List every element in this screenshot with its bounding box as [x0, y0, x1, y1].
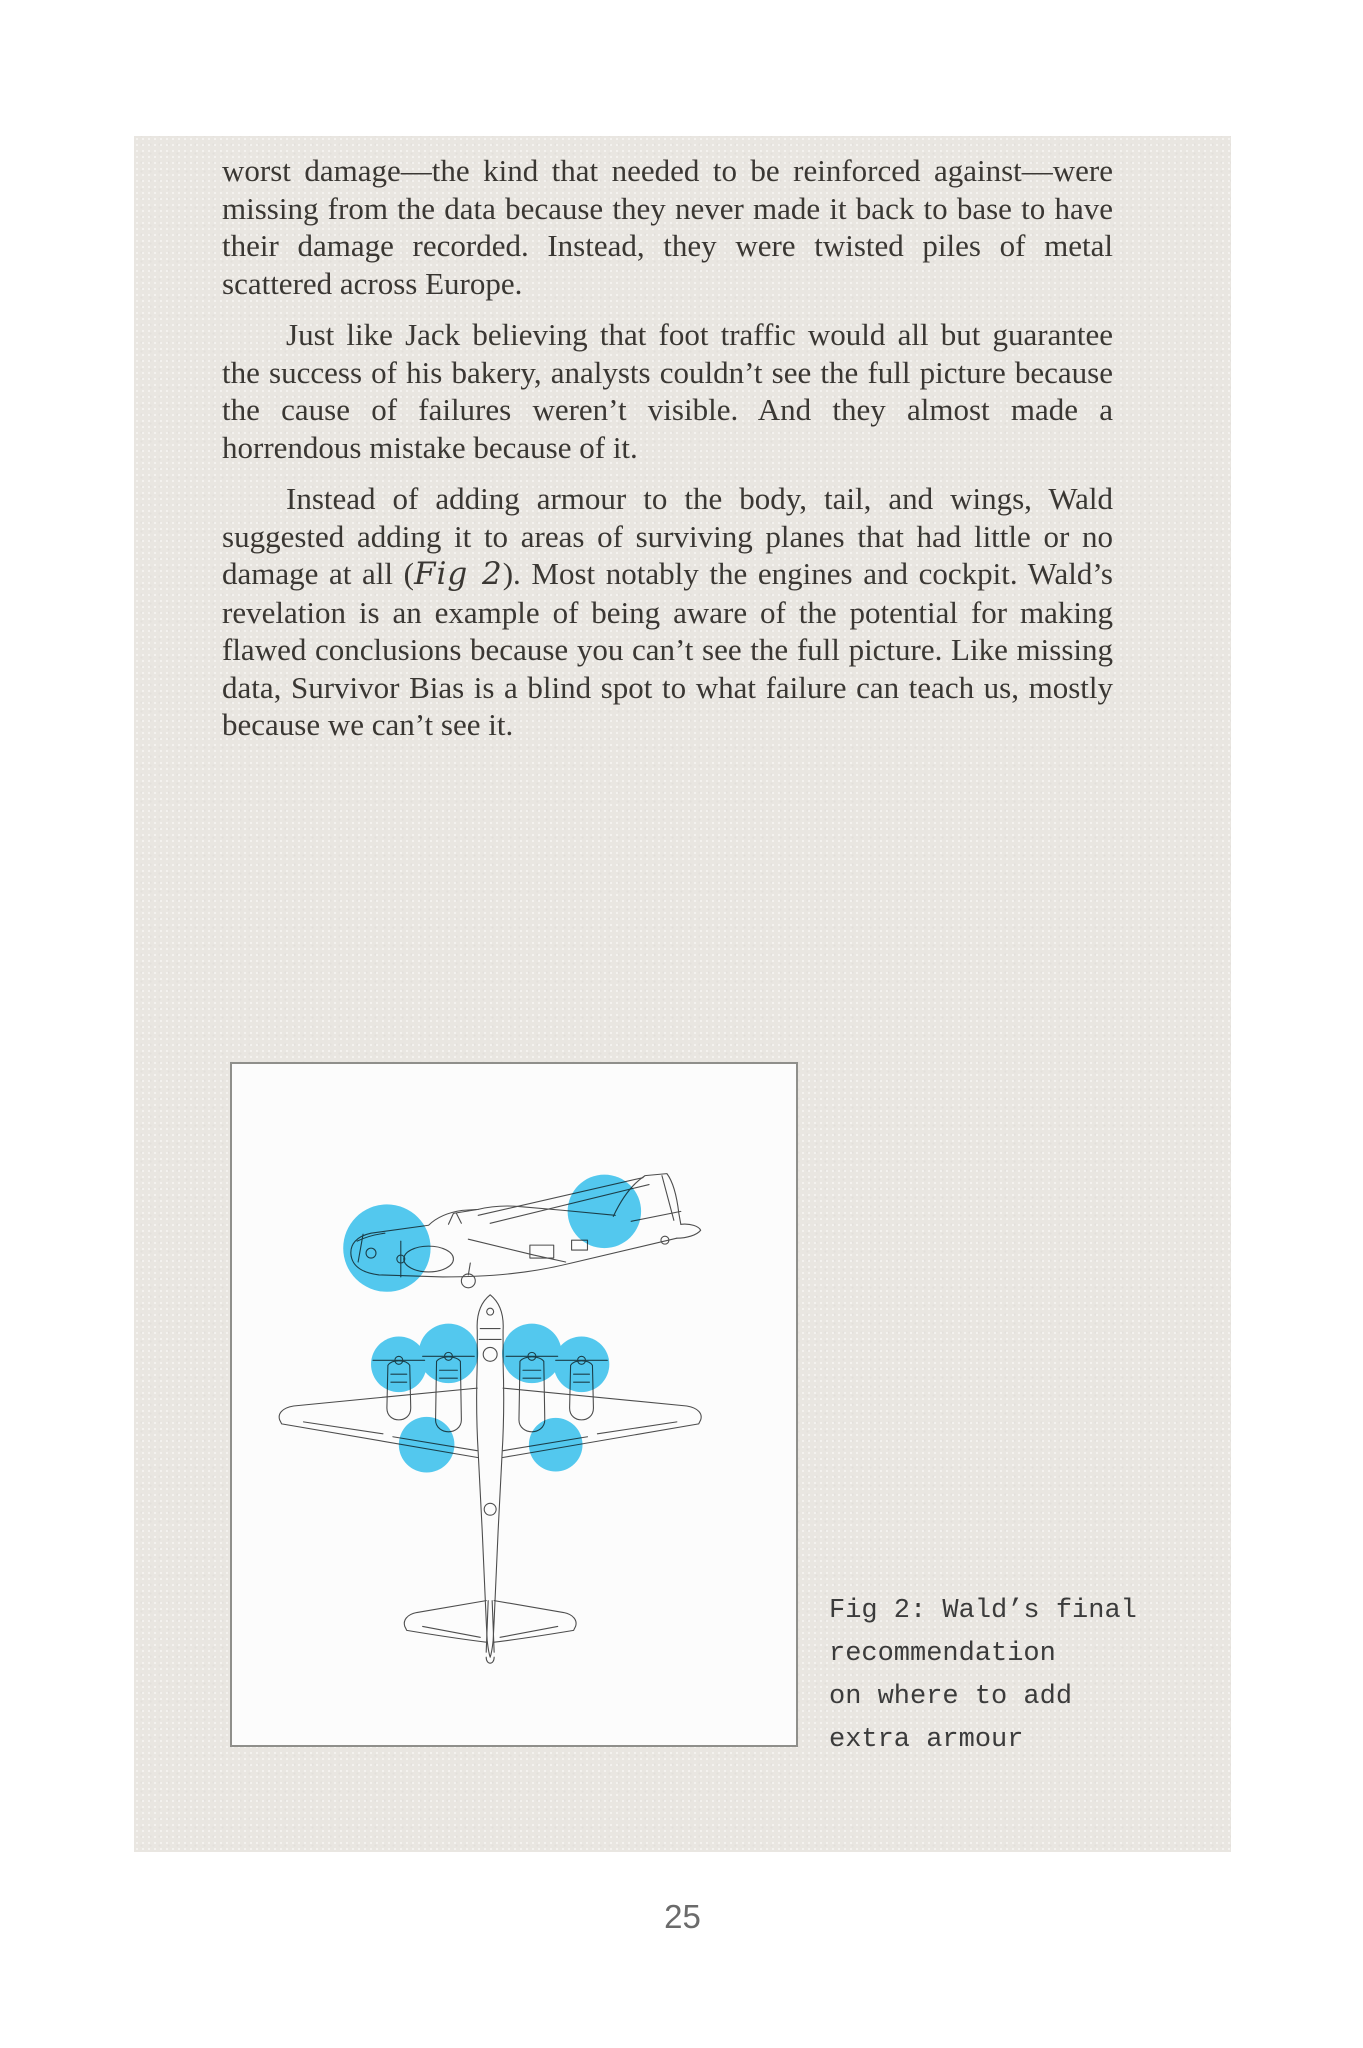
figure-2-image	[230, 1062, 798, 1747]
caption-line: recommendation	[829, 1639, 1056, 1669]
book-page	[134, 136, 1231, 1852]
airplane-diagram	[232, 1064, 796, 1745]
highlight-wing-root-left	[399, 1417, 455, 1473]
highlight-nose-side	[343, 1204, 430, 1291]
paragraph-1: worst damage—the kind that needed to be reinforced against—were missing from the data because they never made it back to base to have their damage recorded. Instead, they were twisted piles of metal scattered across Europe.	[222, 153, 1113, 301]
body-text	[222, 152, 1113, 758]
paragraph-3-text-after: ). Most notably the engines and cockpit. Wald’s revelation is an example of being aware of the potential for making flawed conclusions because you can’t see the full picture. Like missing data, Survivor Bias is a blind spot to what failure can teach us, mostly because we can’t see it.	[222, 556, 1113, 742]
highlight-engine-outer-right	[554, 1336, 610, 1392]
caption-line: on where to add	[829, 1682, 1073, 1712]
plane-top-view	[279, 1295, 701, 1663]
paragraph-2: Just like Jack believing that foot traffic would all but guarantee the success of his bakery, analysts couldn’t see the full picture because the cause of failures weren’t visible. And they almost made a horrendous mistake because of it.	[222, 317, 1113, 465]
page-number: 25	[664, 1898, 701, 1935]
caption-line: extra armour	[829, 1725, 1024, 1755]
caption-line: Fig 2: Wald’s final	[829, 1596, 1137, 1626]
highlight-engine-inner-right	[502, 1324, 562, 1384]
figure-reference: Fig 2	[413, 556, 503, 592]
paragraph-3	[222, 480, 1113, 744]
figure-caption	[829, 1590, 1137, 1762]
armour-highlight-circles	[343, 1175, 641, 1473]
paragraph-3-text-before: Instead of adding armour to the body, tail, and wings, Wald suggested adding it to areas of surviving planes that had little or no damage at all (	[222, 481, 1113, 591]
highlight-engine-inner-left	[419, 1324, 479, 1384]
highlight-wing-root-right	[529, 1418, 583, 1472]
highlight-engine-outer-left	[371, 1336, 427, 1392]
highlight-tail-side	[568, 1175, 641, 1248]
